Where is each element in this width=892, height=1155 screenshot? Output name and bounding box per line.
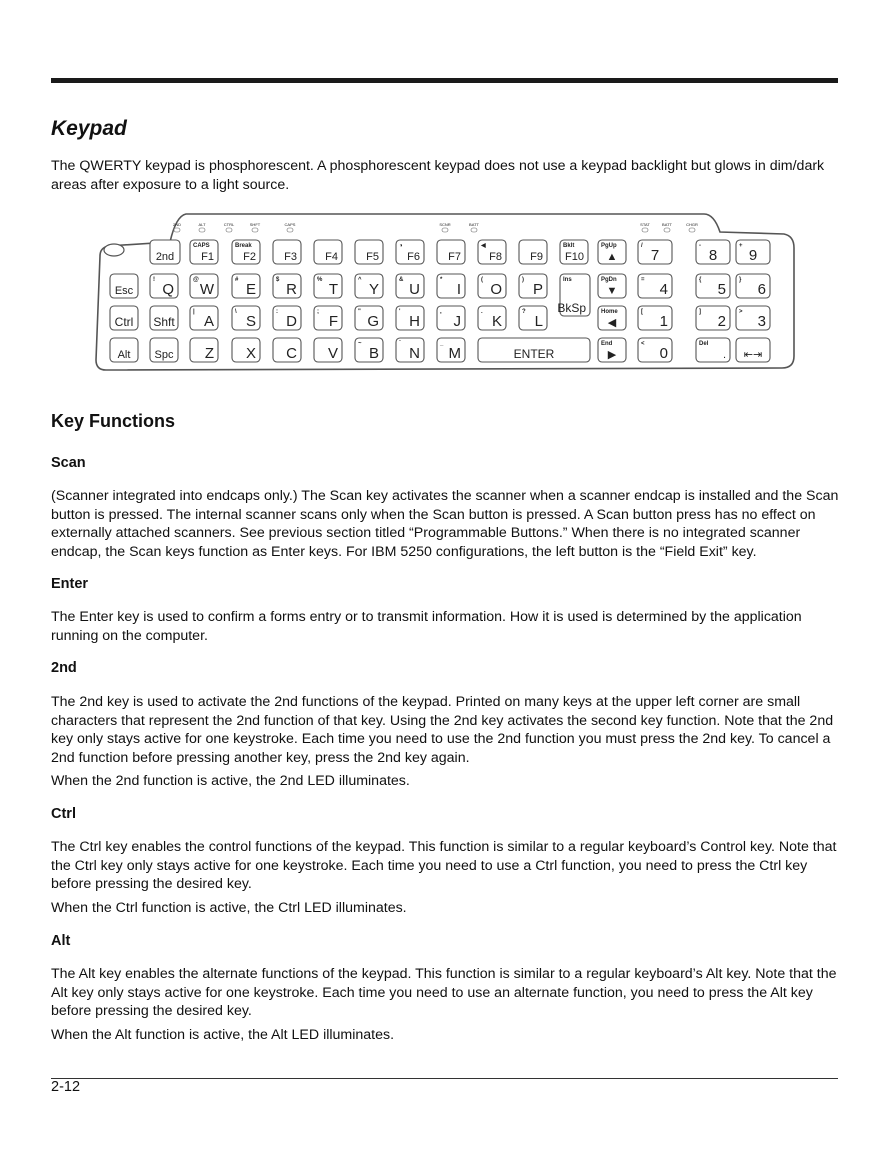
scan-paragraph: (Scanner integrated into endcaps only.) The Scan key activates the scanner when a scanner endcap is installed and the Scan button is pressed. The internal scanner scans only when the Scan button is pressed. A Scan button press has no effect on externally attached scanners. See previous section titled “Programmable Buttons.” When there is no integrated scanner endcap, the Scan keys function as Enter keys. For IBM 5250 configurations, the left button is the “Field Exit” key. — [51, 488, 839, 560]
key-secondary-label: Break — [235, 243, 252, 249]
enter-paragraph: The Enter key is used to confirm a forms entry or to transmit information. How it is used is determined by the application running on the computer. — [51, 609, 802, 644]
key-label: Shft — [153, 315, 175, 329]
key-label: ENTER — [513, 347, 555, 361]
key-secondary-label: ` — [399, 341, 401, 347]
ctrl-heading: Ctrl — [51, 806, 76, 822]
ctrl-led-note: When the Ctrl function is active, the Ctrl LED illuminates. — [51, 900, 407, 916]
key-label: 2nd — [155, 251, 175, 263]
enter-heading: Enter — [51, 576, 89, 592]
key-label: F6 — [407, 251, 420, 263]
key-label: 9 — [748, 247, 758, 264]
keypad-diagram — [92, 208, 798, 376]
led-indicator — [664, 228, 670, 232]
key-label: F10 — [565, 251, 584, 263]
key-label: S — [245, 313, 256, 330]
key-secondary-label: $ — [276, 277, 280, 283]
key-label: A — [203, 313, 214, 330]
key-label: ▲ — [606, 251, 618, 263]
led-indicator — [689, 228, 695, 232]
key-label: H — [409, 313, 420, 330]
key-secondary-label: @ — [193, 277, 199, 283]
led-indicator — [471, 228, 477, 232]
led-label: 2ND — [172, 222, 182, 227]
key-secondary-label: ' — [399, 309, 401, 315]
key-label: 3 — [757, 313, 766, 330]
key-label: E — [245, 281, 256, 298]
ctrl-paragraph: The Ctrl key enables the control functions of the keypad. This function is similar to a regular keyboard’s Control key. Note that the Ctrl key only stays active for one keystroke. Each time you need to use a Ctrl function, you need to press the Ctrl key before pressing the desired key. — [51, 839, 837, 893]
key-secondary-label: Ins — [563, 277, 572, 283]
led-label: SCNR — [439, 222, 451, 227]
second-heading: 2nd — [51, 660, 77, 676]
key-label: Esc — [114, 285, 134, 297]
key-label: . — [722, 349, 726, 361]
key-secondary-label: \ — [235, 309, 237, 315]
keypad-speaker-hole — [104, 244, 124, 256]
key-label: Spc — [154, 349, 174, 361]
key-label: W — [199, 281, 214, 298]
key-label: K — [491, 313, 502, 330]
key-label: P — [532, 281, 543, 298]
key-label: N — [409, 345, 420, 362]
key-label: F8 — [489, 251, 502, 263]
footer-rule — [51, 1078, 838, 1079]
key-label: X — [245, 345, 256, 362]
key-label: I — [456, 281, 461, 298]
header-rule — [51, 78, 838, 83]
key-label: Alt — [117, 349, 131, 361]
key-label: F4 — [325, 251, 338, 263]
key-secondary-label: ◑ — [399, 243, 403, 249]
key-secondary-label: ) — [522, 277, 524, 283]
key-secondary-label: { — [699, 277, 702, 283]
key-label: D — [286, 313, 297, 330]
led-label: CHGR — [686, 222, 698, 227]
scan-heading: Scan — [51, 455, 86, 471]
led-indicator — [252, 228, 258, 232]
key-secondary-label: ( — [481, 277, 483, 283]
key-secondary-label: ! — [153, 277, 155, 283]
key-label: 1 — [659, 313, 668, 330]
key-secondary-label: + — [739, 243, 743, 249]
section-title: Keypad — [51, 117, 127, 140]
key-label: 0 — [659, 345, 668, 362]
key-secondary-label: < — [641, 341, 645, 347]
led-label: CAPS — [284, 222, 296, 227]
led-indicator — [174, 228, 180, 232]
key-secondary-label: PgDn — [601, 277, 617, 283]
led-indicator — [642, 228, 648, 232]
led-label: BATT — [662, 222, 672, 227]
led-indicator — [226, 228, 232, 232]
key-label: ⇤⇥ — [743, 349, 763, 361]
key-label: T — [328, 281, 338, 298]
key-label: 8 — [708, 247, 718, 264]
key-label: F1 — [201, 251, 214, 263]
page-number: 2-12 — [51, 1079, 81, 1095]
key-label: BkSp — [557, 301, 586, 315]
key-secondary-label: End — [601, 341, 613, 347]
key-secondary-label: ◀ — [481, 243, 486, 249]
key-label: Q — [162, 281, 174, 298]
key-secondary-label: % — [317, 277, 323, 283]
key-secondary-label: CAPS — [193, 243, 210, 249]
led-indicator — [442, 228, 448, 232]
key-secondary-label: ~ — [358, 341, 362, 347]
key-label: 4 — [659, 281, 668, 298]
key-label: ▶ — [607, 349, 617, 361]
led-indicator — [287, 228, 293, 232]
second-led-note: When the 2nd function is active, the 2nd LED illuminates. — [51, 773, 410, 789]
key-secondary-label: ; — [317, 309, 319, 315]
key-secondary-label: , — [440, 309, 442, 315]
key-label: J — [453, 313, 461, 330]
key-label: ◀ — [607, 317, 617, 329]
key-secondary-label: " — [358, 309, 361, 315]
key-secondary-label: > — [739, 309, 743, 315]
alt-heading: Alt — [51, 933, 71, 949]
alt-paragraph: The Alt key enables the alternate functions of the keypad. This function is similar to a regular keyboard’s Alt key. Note that the Alt key only stays active for one keystroke. Each time you need to use an alternate function, you need to press the Alt key before pressing the desired key. — [51, 966, 837, 1020]
key-label: C — [286, 345, 297, 362]
key-label: R — [286, 281, 297, 298]
key-label: G — [367, 313, 379, 330]
key-label: 7 — [650, 247, 660, 264]
led-label: ALT — [198, 222, 206, 227]
second-paragraph: The 2nd key is used to activate the 2nd functions of the keypad. Printed on many keys at the upper left corner are small characters that represent the 2nd function of that key. Using the 2nd key activates the second key function. Note that the 2nd key only stays active for one keystroke. Each time you need to use the 2nd function you must press the 2nd key. To cancel a 2nd function before pressing another key, press the 2nd key again. — [51, 694, 834, 766]
key-label: F — [328, 313, 338, 330]
key-secondary-label: * — [440, 277, 443, 283]
led-label: SHFT — [249, 222, 261, 227]
key-secondary-label: Home — [601, 309, 618, 315]
key-secondary-label: & — [399, 277, 404, 283]
key-label: ▼ — [606, 285, 618, 297]
alt-led-note: When the Alt function is active, the Alt LED illuminates. — [51, 1027, 395, 1043]
key-secondary-label: - — [699, 243, 701, 249]
key-label: Y — [368, 281, 379, 298]
key-secondary-label: ] — [699, 309, 701, 315]
key-label: F2 — [243, 251, 256, 263]
key-label: U — [409, 281, 420, 298]
key-secondary-label: ? — [522, 309, 526, 315]
led-label: CTRL — [223, 222, 235, 227]
key-label: B — [368, 345, 379, 362]
key-label: 2 — [717, 313, 726, 330]
led-label: STAT — [640, 222, 650, 227]
key-label: F9 — [530, 251, 543, 263]
key-secondary-label: | — [193, 309, 195, 315]
key-secondary-label: / — [641, 243, 643, 249]
intro-paragraph: The QWERTY keypad is phosphorescent. A phosphorescent keypad does not use a keypad backlight but glows in dim/dark areas after exposure to a light source. — [51, 158, 825, 193]
key-label: F3 — [284, 251, 297, 263]
key-label: L — [534, 313, 543, 330]
key-secondary-label: _ — [440, 341, 444, 347]
key-label: 6 — [757, 281, 766, 298]
key-label: F5 — [366, 251, 379, 263]
key-secondary-label: = — [641, 277, 645, 283]
key-label: O — [490, 281, 502, 298]
led-indicator — [199, 228, 205, 232]
key-label: F7 — [448, 251, 461, 263]
key-functions-heading: Key Functions — [51, 411, 176, 431]
key-secondary-label: [ — [641, 309, 643, 315]
key-secondary-label: Del — [699, 341, 709, 347]
key-label: Ctrl — [114, 315, 134, 329]
key-secondary-label: Bklt — [563, 243, 575, 249]
key-label: 5 — [717, 281, 726, 298]
key-secondary-label: ^ — [358, 277, 362, 283]
key-secondary-label: } — [739, 277, 742, 283]
key-label: V — [327, 345, 338, 362]
key-secondary-label: PgUp — [601, 243, 617, 249]
led-label: BATT — [469, 222, 479, 227]
key-secondary-label: : — [276, 309, 278, 315]
key-label: Z — [204, 345, 214, 362]
key-secondary-label: . — [481, 309, 483, 315]
key-label: M — [448, 345, 461, 362]
key-secondary-label: # — [235, 277, 239, 283]
